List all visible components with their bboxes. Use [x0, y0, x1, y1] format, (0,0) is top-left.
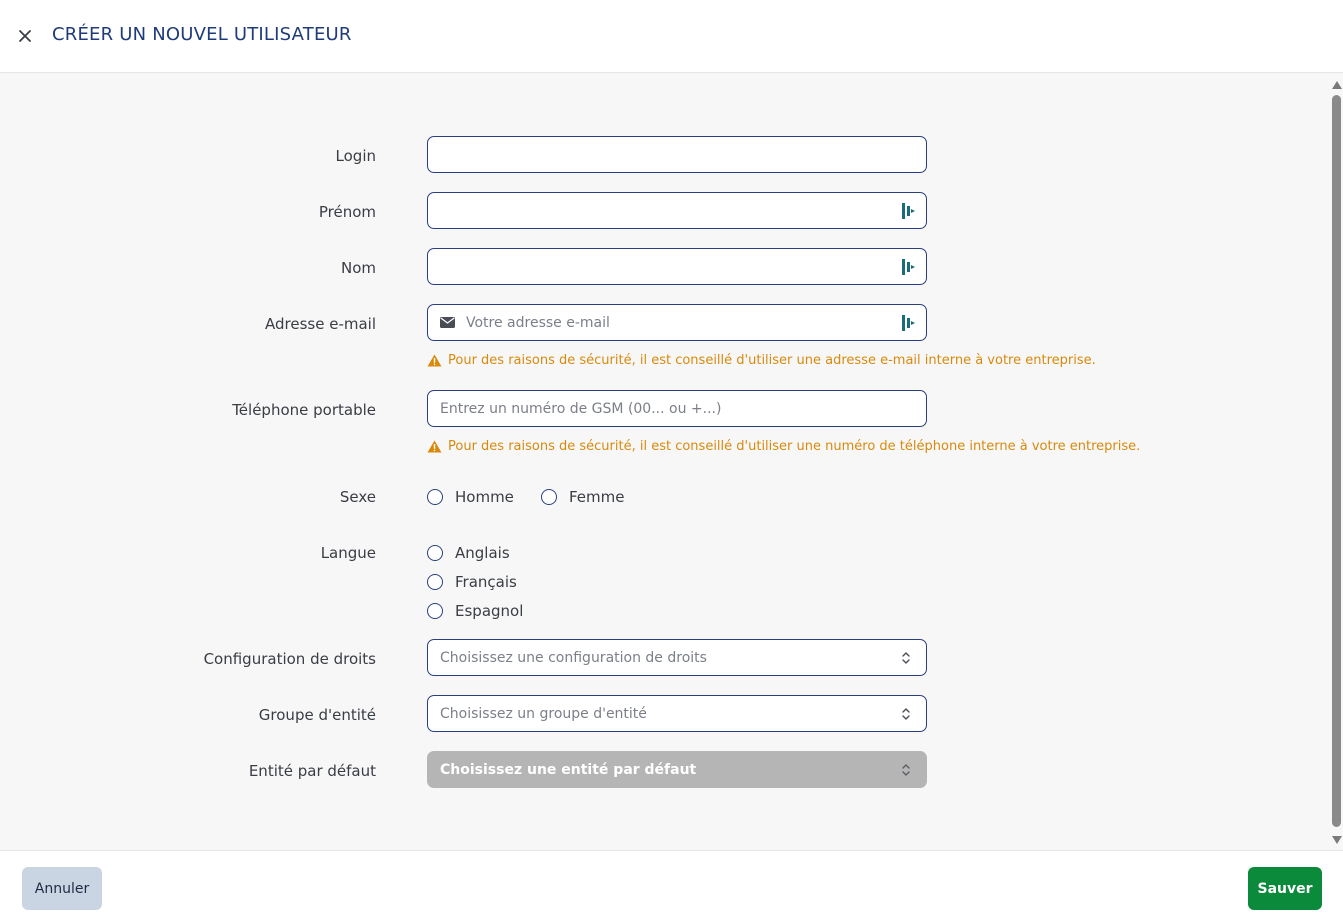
close-button[interactable]: [14, 25, 36, 47]
login-field[interactable]: [427, 136, 927, 173]
radio-homme[interactable]: [427, 488, 514, 506]
rights-label: Configuration de droits: [203, 650, 376, 668]
phone-label: Téléphone portable: [232, 401, 376, 419]
envelope-icon: [440, 317, 456, 328]
scroll-up-arrow-icon[interactable]: [1332, 81, 1342, 89]
prenom-input[interactable]: [428, 193, 900, 228]
autofill-icon[interactable]: [900, 314, 918, 332]
login-label: Login: [335, 147, 376, 165]
radio-label: Anglais: [455, 544, 510, 562]
radio-anglais[interactable]: [427, 544, 510, 562]
cancel-button[interactable]: Annuler: [22, 867, 102, 910]
sexe-label: Sexe: [339, 488, 376, 506]
rights-select[interactable]: [427, 639, 927, 676]
nom-label: Nom: [340, 259, 376, 277]
radio-femme[interactable]: [541, 488, 625, 506]
email-warning: [427, 353, 1096, 368]
radio-label: Espagnol: [455, 602, 524, 620]
scroll-down-arrow-icon[interactable]: [1332, 836, 1342, 844]
email-label: Adresse e-mail: [265, 315, 376, 333]
default-entity-placeholder: Choisissez une entité par défaut: [440, 761, 697, 778]
langue-label: Langue: [320, 544, 376, 562]
chevron-updown-icon: [896, 763, 916, 777]
radio-circle[interactable]: [427, 574, 443, 590]
radio-label: Français: [455, 573, 517, 591]
phone-warning-text: Pour des raisons de sécurité, il est conseillé d'utiliser une numéro de téléphone interne à votre entreprise.: [448, 439, 1141, 454]
login-input[interactable]: [428, 137, 926, 172]
default-entity-select: [427, 751, 927, 788]
email-field[interactable]: [427, 304, 927, 341]
nom-input[interactable]: [428, 249, 900, 284]
phone-field[interactable]: [427, 390, 927, 427]
email-warning-text: Pour des raisons de sécurité, il est conseillé d'utiliser une adresse e-mail interne à votre entreprise.: [448, 353, 1096, 368]
radio-espagnol[interactable]: [427, 602, 523, 620]
modal-header: [0, 0, 1343, 73]
radio-circle[interactable]: [427, 489, 443, 505]
radio-circle[interactable]: [427, 603, 443, 619]
page-title: CRÉER UN NOUVEL UTILISATEUR: [52, 24, 352, 45]
nom-field[interactable]: [427, 248, 927, 285]
save-button[interactable]: Sauver: [1248, 867, 1322, 910]
autofill-icon[interactable]: [900, 202, 918, 220]
prenom-label: Prénom: [318, 203, 376, 221]
default-entity-label: Entité par défaut: [248, 762, 376, 780]
rights-placeholder: Choisissez une configuration de droits: [440, 649, 707, 666]
radio-circle[interactable]: [541, 489, 557, 505]
scroll-thumb[interactable]: [1332, 95, 1341, 827]
warning-icon: [427, 440, 442, 453]
close-icon: [18, 29, 32, 43]
entity-group-select[interactable]: [427, 695, 927, 732]
warning-icon: [427, 354, 442, 367]
phone-warning: [427, 439, 1140, 454]
radio-circle[interactable]: [427, 545, 443, 561]
entity-group-placeholder: Choisissez un groupe d'entité: [440, 705, 647, 722]
vertical-scrollbar[interactable]: [1330, 73, 1343, 850]
radio-francais[interactable]: [427, 573, 517, 591]
radio-label: Homme: [455, 488, 514, 506]
prenom-field[interactable]: [427, 192, 927, 229]
modal-footer: [0, 850, 1343, 921]
entity-group-label: Groupe d'entité: [258, 706, 376, 724]
chevron-updown-icon: [896, 651, 916, 665]
phone-input[interactable]: [428, 391, 926, 426]
radio-label: Femme: [569, 488, 625, 506]
form-container: [0, 73, 1330, 850]
autofill-icon[interactable]: [900, 258, 918, 276]
email-input[interactable]: [456, 305, 900, 340]
chevron-updown-icon: [896, 707, 916, 721]
